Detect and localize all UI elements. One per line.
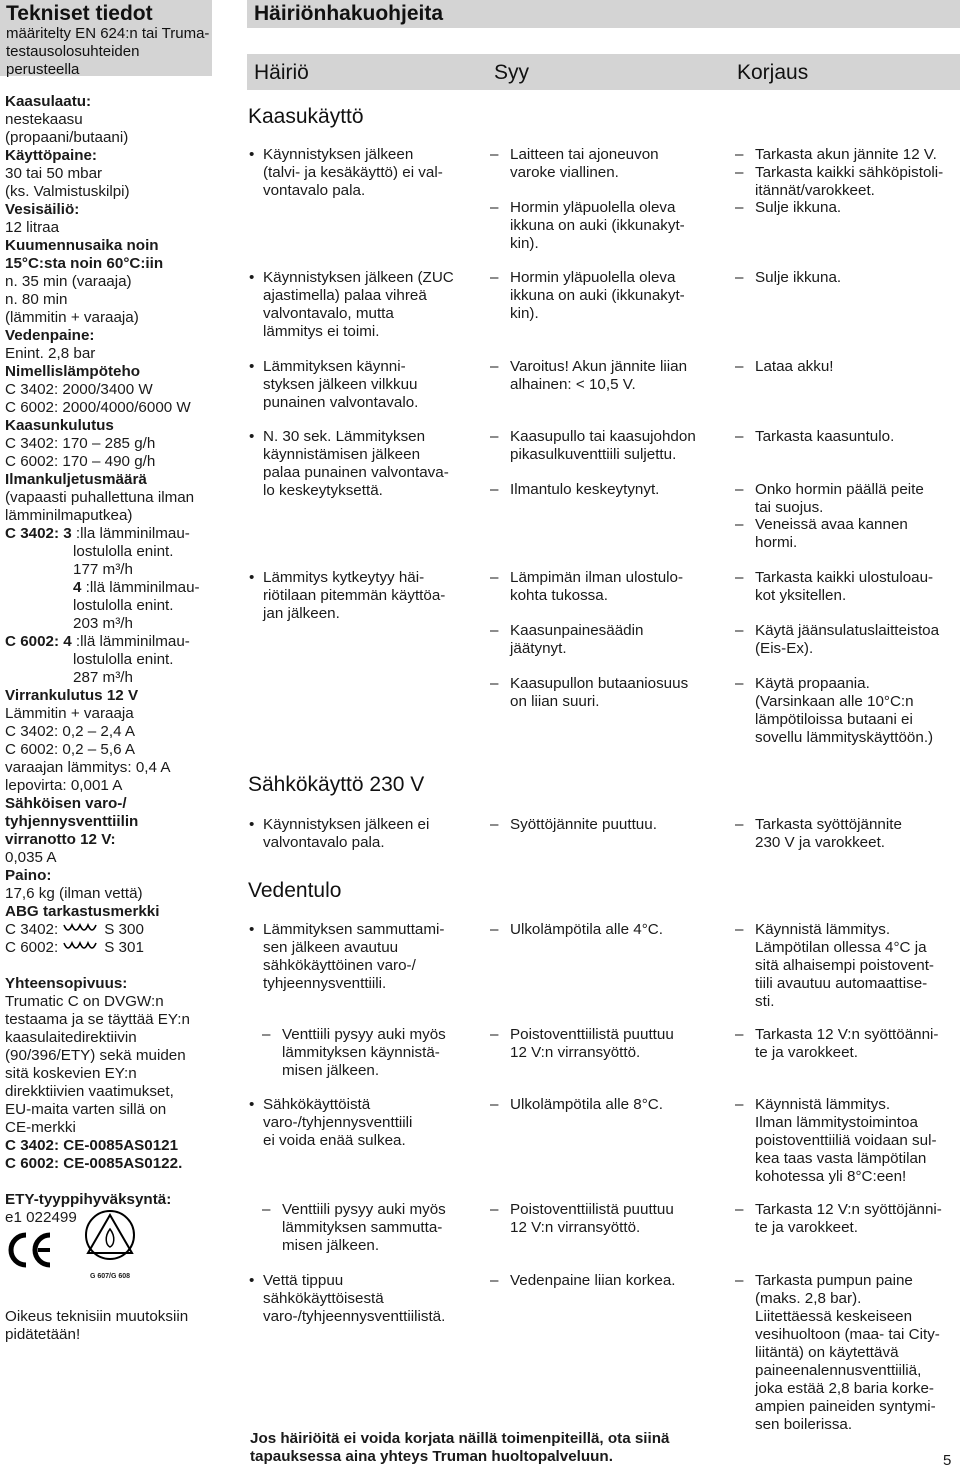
fix-entry-line: sovellu lämmityskäyttöön.) [755, 729, 934, 746]
fault-entry-line: käynnistämisen jälkeen [263, 446, 421, 463]
fix-entry-line: lämpötiloissa butaani ei [755, 711, 913, 728]
fix-entry-line: – Tarkasta 12 V:n syöttöänni- [755, 1026, 939, 1043]
cause-entry-line: – Hormin yläpuolella oleva [510, 199, 676, 216]
fix-entry-line: Liitettäessä keskeiseen [755, 1308, 913, 1325]
fix-entry-line: – Lataa akku! [755, 358, 834, 375]
fix-entry-line: – Sulje ikkuna. [755, 269, 842, 286]
spec-line: (ks. Valmistuskilpi) [5, 183, 130, 200]
spec-line: C 3402: 2000/3400 W [5, 381, 153, 398]
fix-entry-line: 230 V ja varokkeet. [755, 834, 886, 851]
fault-entry-line: sen jälkeen avautuu [263, 939, 399, 956]
fault-entry-line: valvontavalo pala. [263, 834, 385, 851]
fix-entry [755, 1272, 940, 1434]
air-flow-text: lostulolla enint. [73, 597, 174, 614]
footer-note [250, 1430, 669, 1466]
cause-entry-line: – Laitteen tai ajoneuvon [510, 146, 659, 163]
fix-entry-line: Ilman lämmitystoimintoa [755, 1114, 918, 1131]
spec-line: Enint. 2,8 bar [5, 345, 96, 362]
spec-line: lämminilmaputkea) [5, 507, 133, 524]
spec-line: C 3402: 0,2 – 2,4 A [5, 723, 136, 740]
spec-line: testaama ja se täyttää EY:n [5, 1011, 190, 1028]
fault-entry-line: • Käynnistyksen jälkeen [263, 146, 414, 163]
fix-entry-line: kea taas vasta lämpötilan [755, 1150, 927, 1167]
spec-line: Trumatic C on DVGW:n [5, 993, 164, 1010]
spec-line: Kuumennusaika noin [5, 237, 159, 254]
cause-entry-line: ikkuna on auki (ikkunakyt- [510, 217, 685, 234]
fix-entry-line: – Tarkasta pumpun paine [755, 1272, 913, 1289]
spec-line: Lämmitin + varaaja [5, 705, 134, 722]
cause-entry-line: – Vedenpaine liian korkea. [510, 1272, 676, 1289]
spec-line: varaajan lämmitys: 0,4 A [5, 759, 171, 776]
footer-line-2: tapauksessa aina yhteys Truman huoltopalveluun. [250, 1448, 613, 1465]
fix-entry-line: – Tarkasta 12 V:n syöttöjänni- [755, 1201, 942, 1218]
spec-line: Vesisäiliö: [5, 201, 80, 218]
air-flow-text: :llä lämminilmau- [81, 579, 200, 596]
fix-entry-line: (Eis-Ex). [755, 640, 814, 657]
fault-entry [263, 816, 429, 852]
fix-entry [755, 146, 937, 164]
fault-entry-line: • Käynnistyksen jälkeen (ZUC [263, 269, 454, 286]
fault-entry-line: riötilaan pitemmän käyttöa- [263, 587, 446, 604]
wave-mark-icon [58, 922, 104, 936]
cause-entry-line: – Ulkolämpötila alle 8°C. [510, 1096, 663, 1113]
spec-line: (propaani/butaani) [5, 129, 129, 146]
spec-block-1 [5, 93, 211, 525]
air-flow-text: 177 m³/h [73, 561, 133, 578]
fix-entry-line: – Tarkasta syöttöjännite [755, 816, 902, 833]
fault-entry [263, 921, 444, 993]
spec-line: Kaasunkulutus [5, 417, 114, 434]
fix-entry-line: (maks. 2,8 bar). [755, 1290, 862, 1307]
spec-line: Nimellislämpöteho [5, 363, 141, 380]
spec-line: CE-merkki [5, 1119, 76, 1136]
cause-entry-line: – Kaasunpainesäädin [510, 622, 644, 639]
fault-entry-line: • Vettä tippuu [263, 1272, 344, 1289]
cause-entry-line: kohta tukossa. [510, 587, 608, 604]
cause-entry-line: kin). [510, 235, 539, 252]
cause-entry [510, 1201, 674, 1237]
fault-entry-line: • Käynnistyksen jälkeen ei [263, 816, 430, 833]
fix-entry-line: sen boilerissa. [755, 1416, 853, 1433]
wave-mark-icon [58, 940, 104, 954]
air-flow-line [5, 633, 211, 651]
fix-entry [755, 199, 841, 217]
abg-model: C 3402: [5, 921, 59, 938]
fix-entry [755, 921, 934, 1011]
fault-entry-line: lo keskeytyksettä. [263, 482, 383, 499]
fault-entry-line: lämmityksen käynnistä- [282, 1044, 440, 1061]
cause-entry [510, 481, 659, 499]
cause-entry [510, 675, 688, 711]
cause-entry-line: kin). [510, 305, 539, 322]
fix-entry-line: – Onko hormin päällä peite [755, 481, 924, 498]
fix-entry [755, 1096, 937, 1186]
fault-entry-line: ei voida enää sulkea. [263, 1132, 406, 1149]
page-title: Häiriönhakuohjeita [254, 2, 444, 25]
spec-line: 17,6 kg (ilman vettä) [5, 885, 143, 902]
fix-entry-line: te ja varokkeet. [755, 1219, 858, 1236]
spec-line: (lämmitin + varaaja) [5, 309, 139, 326]
ety-title: ETY-tyyppihyväksyntä: [5, 1191, 172, 1208]
fault-entry-line: • Sähkökäyttöistä [263, 1096, 371, 1113]
spec-line: lepovirta: 0,001 A [5, 777, 123, 794]
cause-entry [510, 622, 643, 658]
fault-entry [263, 428, 449, 500]
cause-entry-line: – Poistoventtiilistä puuttuu [510, 1201, 674, 1218]
abg-code: S 300 [104, 921, 144, 938]
fix-entry [755, 358, 834, 376]
spec-line: Virrankulutus 12 V [5, 687, 139, 704]
spec-line: kaasulaitedirektiivin [5, 1029, 137, 1046]
gas-mark-label: G 607/G 608 [89, 1273, 131, 1280]
spec-line: 12 litraa [5, 219, 60, 236]
fault-entry-line: palaa punainen valvontava- [263, 464, 449, 481]
tech-specs-sidebar [0, 0, 212, 1479]
cause-entry-line: pikasulkuventtiili suljettu. [510, 446, 677, 463]
air-flow-line [5, 597, 211, 615]
cause-entry [510, 1026, 674, 1062]
spec-line: Yhteensopivuus: [5, 975, 128, 992]
fault-entry-line: – Venttiili pysyy auki myös [282, 1026, 446, 1043]
fault-entry-line: vontavalo pala. [263, 182, 366, 199]
fault-entry-line: lämmitys ei toimi. [263, 323, 380, 340]
abg-code: S 301 [104, 939, 144, 956]
spec-line: Sähköisen varo-/ [5, 795, 127, 812]
fault-entry [282, 1026, 446, 1080]
spec-line: (vapaasti puhallettuna ilman [5, 489, 195, 506]
cause-entry-line: – Syöttöjännite puuttuu. [510, 816, 657, 833]
page-number: 5 [943, 1452, 952, 1469]
cause-entry-line: – Ulkolämpötila alle 4°C. [510, 921, 663, 938]
fix-entry-line: poistoventtiiliä voidaan sul- [755, 1132, 937, 1149]
fix-entry [755, 675, 933, 747]
fix-entry-line: joka estää 2,8 baria korke- [755, 1380, 934, 1397]
fix-entry [755, 622, 939, 658]
air-flow-line [5, 543, 211, 561]
fault-entry-line: • N. 30 sek. Lämmityksen [263, 428, 426, 445]
cause-entry [510, 269, 685, 323]
sidebar-subtitle: määritelty EN 624:n tai Truma-testausolosuhteiden perusteella [6, 25, 210, 78]
col-cause-header: Syy [494, 61, 530, 84]
cause-entry-line: – Poistoventtiilistä puuttuu [510, 1026, 674, 1043]
fault-entry-line: varo-/tyhjennysventtiili [263, 1114, 413, 1131]
spec-line: Ilmankuljetusmäärä [5, 471, 147, 488]
fault-entry-line: • Lämmityksen sammuttami- [263, 921, 445, 938]
fault-entry-line: sähkökäyttöisestä [263, 1290, 384, 1307]
fix-entry [755, 428, 894, 446]
spec-line: virranotto 12 V: [5, 831, 116, 848]
cause-entry [510, 1272, 676, 1290]
cause-entry [510, 146, 659, 182]
spec-line: Vedenpaine: [5, 327, 95, 344]
fix-entry-line: tiili avautuu automaattise- [755, 975, 928, 992]
cause-entry-line: – Ilmantulo keskeytynyt. [510, 481, 660, 498]
fix-entry-line: liitäntä) on käytettävä [755, 1344, 899, 1361]
fault-entry-line: – Venttiili pysyy auki myös [282, 1201, 446, 1218]
fault-entry-line: • Lämmitys kytkeytyy häi- [263, 569, 425, 586]
fix-entry-line: ampien paineiden syntymi- [755, 1398, 936, 1415]
cause-entry-line: – Kaasupullo tai kaasujohdon [510, 428, 696, 445]
spec-list [5, 93, 211, 1227]
conformity-block [5, 975, 211, 1173]
spec-line: Käyttöpaine: [5, 147, 97, 164]
air-flow-line [5, 669, 211, 687]
cause-entry-line: – Lämpimän ilman ulostulo- [510, 569, 684, 586]
air-flow-prefix: C 3402: 3 [5, 525, 72, 542]
air-flow-text: 287 m³/h [73, 669, 133, 686]
spec-line: Kaasulaatu: [5, 93, 92, 110]
section-gas: Kaasukäyttö [248, 105, 364, 128]
cause-entry-line: – Hormin yläpuolella oleva [510, 269, 676, 286]
fix-entry [755, 569, 933, 605]
fix-entry-line: – Tarkasta kaasuntulo. [755, 428, 895, 445]
fix-entry-line: – Tarkasta kaikki sähköpistoli- [755, 164, 944, 181]
fault-entry [263, 569, 445, 623]
air-flow-block [5, 525, 211, 687]
fault-entry-line: (talvi- ja kesäkäyttö) ei val- [263, 164, 443, 181]
fix-entry-line: sitä alhaisempi poistovent- [755, 957, 934, 974]
fault-entry-line: punainen valvontavalo. [263, 394, 419, 411]
spec-line: sitä koskevien EY:n [5, 1065, 137, 1082]
spec-line: EU-maita varten sillä on [5, 1101, 167, 1118]
spec-line: C 6002: CE-0085AS0122. [5, 1155, 183, 1172]
cause-entry-line: jäätynyt. [510, 640, 567, 657]
cause-entry-line: – Kaasupullon butaaniosuus [510, 675, 689, 692]
spec-line: 0,035 A [5, 849, 57, 866]
fault-entry-line: lämmityksen sammutta- [282, 1219, 443, 1236]
spec-block-2 [5, 687, 211, 921]
section-drain: Vedentulo [248, 879, 342, 902]
fix-entry-line: vesihuoltoon (maa- tai City- [755, 1326, 940, 1343]
spec-line: 30 tai 50 mbar [5, 165, 103, 182]
fault-entry [263, 358, 418, 412]
fault-entry-line: styksen jälkeen vilkkuu [263, 376, 418, 393]
fault-entry-line: tyhjeennysventtiili. [263, 975, 387, 992]
fault-entry-line: misen jälkeen. [282, 1062, 380, 1079]
cause-entry-line: 12 V:n virransyöttö. [510, 1219, 641, 1236]
cause-entry [510, 1096, 663, 1114]
fix-entry-line: tai suojus. [755, 499, 824, 516]
fix-entry-line: – Käynnistä lämmitys. [755, 921, 891, 938]
fix-entry-line: sti. [755, 993, 775, 1010]
fix-entry-line: Lämpötilan ollessa 4°C ja [755, 939, 927, 956]
fix-entry-line: kot yksitellen. [755, 587, 847, 604]
air-flow-text: :llä lämminilmau- [71, 633, 190, 650]
fault-entry [263, 146, 443, 200]
cause-entry-line: – Varoitus! Akun jännite liian [510, 358, 688, 375]
cause-entry [510, 921, 663, 939]
fault-entry [282, 1201, 446, 1255]
fix-entry-line: – Käynnistä lämmitys. [755, 1096, 891, 1113]
sidebar-header [0, 0, 212, 76]
spec-line: 15°C:sta noin 60°C:iin [5, 255, 164, 272]
fix-entry-line: – Sulje ikkuna. [755, 199, 842, 216]
abg-line [5, 921, 211, 939]
spec-line: tyhjennysventtiilin [5, 813, 139, 830]
spec-line: C 6002: 0,2 – 5,6 A [5, 741, 136, 758]
air-flow-line [5, 651, 211, 669]
cause-entry-line: ikkuna on auki (ikkunakyt- [510, 287, 685, 304]
fix-entry [755, 816, 902, 852]
fix-entry-line: paineenalennusventtiiliä, [755, 1362, 922, 1379]
fault-entry-line: sähkökäyttöinen varo-/ [263, 957, 416, 974]
sidebar-title: Tekniset tiedot [6, 2, 153, 25]
fix-entry-line: – Käytä propaania. [755, 675, 870, 692]
ety-value: e1 022499 [5, 1209, 77, 1226]
cause-entry [510, 428, 696, 464]
fault-entry [263, 1096, 412, 1150]
fix-entry [755, 269, 841, 287]
fault-entry-line: ajastimella) palaa vihreä [263, 287, 427, 304]
cause-entry [510, 816, 657, 834]
abg-model: C 6002: [5, 939, 59, 956]
fix-entry [755, 1201, 942, 1237]
rights-line-1: Oikeus teknisiin muutoksiin [5, 1308, 189, 1325]
spec-line: C 3402: CE-0085AS0121 [5, 1137, 179, 1154]
cause-entry-line: 12 V:n virransyöttö. [510, 1044, 641, 1061]
air-flow-text: lostulolla enint. [73, 543, 174, 560]
air-flow-line [5, 579, 211, 597]
abg-line [5, 939, 211, 957]
spec-line: C 6002: 2000/4000/6000 W [5, 399, 191, 416]
flame-triangle-icon [80, 1205, 140, 1267]
fault-entry [263, 269, 454, 341]
air-flow-prefix: C 6002: 4 [5, 633, 72, 650]
fix-entry-line: – Käytä jäänsulatuslaitteistoa [755, 622, 940, 639]
fix-entry-line: – Veneissä avaa kannen [755, 516, 908, 533]
fix-entry [755, 516, 908, 552]
spec-line: direkktiivien vaatimukset, [5, 1083, 174, 1100]
column-header-bar [247, 54, 960, 90]
fix-entry-line: te ja varokkeet. [755, 1044, 858, 1061]
spec-line: Paino: [5, 867, 52, 884]
abg-marks [5, 921, 211, 957]
fix-entry-line: itännät/varokkeet. [755, 182, 875, 199]
air-flow-text: :lla lämminilmau- [71, 525, 190, 542]
air-flow-line [5, 615, 211, 633]
fault-entry-line: • Lämmityksen käynni- [263, 358, 406, 375]
spec-line: C 3402: 170 – 285 g/h [5, 435, 156, 452]
main-header [247, 0, 960, 28]
air-flow-text: lostulolla enint. [73, 651, 174, 668]
fix-entry-line: – Tarkasta kaikki ulostuloau- [755, 569, 934, 586]
cause-entry [510, 569, 683, 605]
fix-entry [755, 164, 943, 200]
spec-line: n. 35 min (varaaja) [5, 273, 132, 290]
spec-line: n. 80 min [5, 291, 68, 308]
air-flow-line [5, 525, 211, 543]
col-fault-header: Häiriö [254, 61, 309, 84]
gas-approval-mark [80, 1205, 140, 1280]
spec-line: ABG tarkastusmerkki [5, 903, 160, 920]
cause-entry [510, 358, 687, 394]
fix-entry-line: hormi. [755, 534, 798, 551]
col-fix-header: Korjaus [737, 61, 809, 84]
fault-entry-line: misen jälkeen. [282, 1237, 380, 1254]
cause-entry-line: alhainen: < 10,5 V. [510, 376, 636, 393]
cause-entry-line: on liian suuri. [510, 693, 600, 710]
air-flow-line [5, 561, 211, 579]
fault-entry-line: jan jälkeen. [263, 605, 340, 622]
air-flow-text: 203 m³/h [73, 615, 133, 632]
fix-entry-line: – Tarkasta akun jännite 12 V. [755, 146, 937, 163]
fix-entry [755, 1026, 938, 1062]
cause-entry [510, 199, 685, 253]
air-flow-prefix: 4 [73, 579, 82, 596]
spec-line: C 6002: 170 – 490 g/h [5, 453, 156, 470]
ce-mark-icon [6, 1232, 54, 1268]
fix-entry [755, 481, 924, 517]
fault-entry-line: valvontavalo, mutta [263, 305, 394, 322]
rights-note [5, 1308, 188, 1344]
fault-entry-line: varo-/tyhjeennysventtiilistä. [263, 1308, 446, 1325]
rights-line-2: pidätetään! [5, 1326, 81, 1343]
fix-entry-line: kohotessa yli 8°C:een! [755, 1168, 907, 1185]
fault-entry [263, 1272, 445, 1326]
spec-line: nestekaasu [5, 111, 83, 128]
fix-entry-line: (Varsinkaan alle 10°C:n [755, 693, 914, 710]
footer-line-1: Jos häiriöitä ei voida korjata näillä toimenpiteillä, ota siinä [250, 1430, 670, 1447]
section-electric: Sähkökäyttö 230 V [248, 773, 425, 796]
cause-entry-line: varoke viallinen. [510, 164, 619, 181]
spec-line: (90/396/ETY) sekä muiden [5, 1047, 186, 1064]
